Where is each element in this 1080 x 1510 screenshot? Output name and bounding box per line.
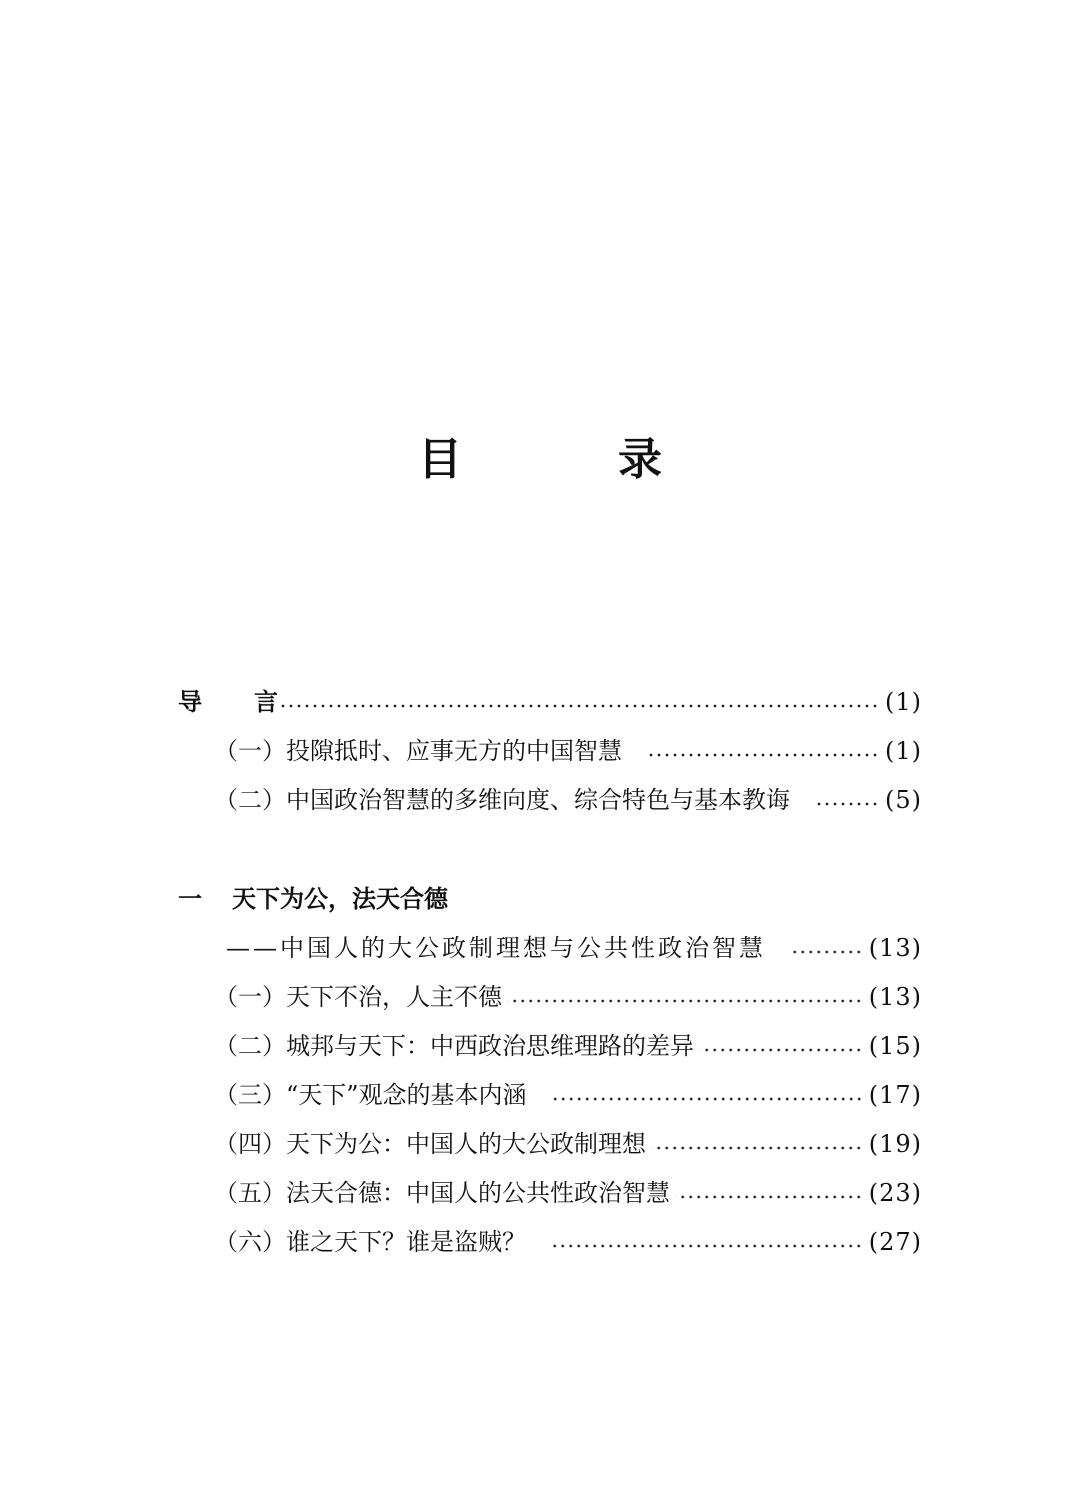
toc-entry-text: （二）城邦与天下：中西政治思维理路的差异: [214, 1032, 694, 1060]
toc-entry-text: （三）“天下”观念的基本内涵: [214, 1081, 527, 1109]
page-number: (15): [868, 1032, 922, 1060]
toc-entry-chapter-1-2[interactable]: [214, 1026, 922, 1066]
dot-leader: [700, 1047, 863, 1053]
page-number: (27): [868, 1228, 922, 1256]
toc-entry-preface-2[interactable]: [214, 780, 922, 820]
page-number: (5): [885, 786, 922, 814]
toc-entry-text: （六）谁之天下？谁是盗贼？: [214, 1228, 526, 1256]
toc-entry-chapter-1-5[interactable]: [214, 1173, 922, 1213]
dot-leader: [814, 801, 879, 807]
page-number: (13): [868, 934, 922, 962]
dot-leader: [790, 949, 863, 955]
chapter-title: 天下为公，法天合德: [232, 884, 448, 913]
dot-leader: [551, 1096, 863, 1102]
toc-entry-text: （二）中国政治智慧的多维向度、综合特色与基本教诲: [214, 786, 790, 814]
page-number: (13): [868, 983, 922, 1011]
dot-leader: [508, 998, 863, 1004]
dot-leader: [652, 1145, 863, 1151]
toc-entry-text: （五）法天合德：中国人的公共性政治智慧: [214, 1179, 670, 1207]
page-title: 目 录: [418, 434, 718, 485]
page-number: (1): [885, 688, 922, 716]
toc-entry-text: （一）天下不治，人主不德: [214, 983, 502, 1011]
page-number: (17): [868, 1081, 922, 1109]
dot-leader: [676, 1194, 863, 1200]
toc-chapter-1-subtitle[interactable]: [226, 928, 922, 968]
preface-label-second-char: 言: [254, 687, 278, 716]
toc-entry-preface-1[interactable]: [214, 731, 922, 771]
toc-entry-chapter-1-6[interactable]: [214, 1222, 922, 1262]
dot-leader: [280, 703, 879, 709]
page-number: (19): [868, 1130, 922, 1158]
toc-entry-text: （四）天下为公：中国人的大公政制理想: [214, 1130, 646, 1158]
dot-leader: [646, 752, 879, 758]
toc-entry-text: （一）投隙抵时、应事无方的中国智慧: [214, 737, 622, 765]
toc-entry-preface[interactable]: [178, 682, 922, 722]
toc-entry-chapter-1-4[interactable]: [214, 1124, 922, 1164]
page-number: (23): [868, 1179, 922, 1207]
chapter-subtitle: ——中国人的大公政制理想与公共性政治智慧: [226, 934, 766, 962]
page-number: (1): [885, 737, 922, 765]
preface-label-first-char: 导: [178, 687, 202, 716]
toc-entry-chapter-1-3[interactable]: [214, 1075, 922, 1115]
toc-chapter-1-heading[interactable]: [178, 879, 922, 919]
dot-leader: [550, 1243, 863, 1249]
chapter-number: 一: [178, 884, 202, 913]
toc-entry-chapter-1-1[interactable]: [214, 977, 922, 1017]
